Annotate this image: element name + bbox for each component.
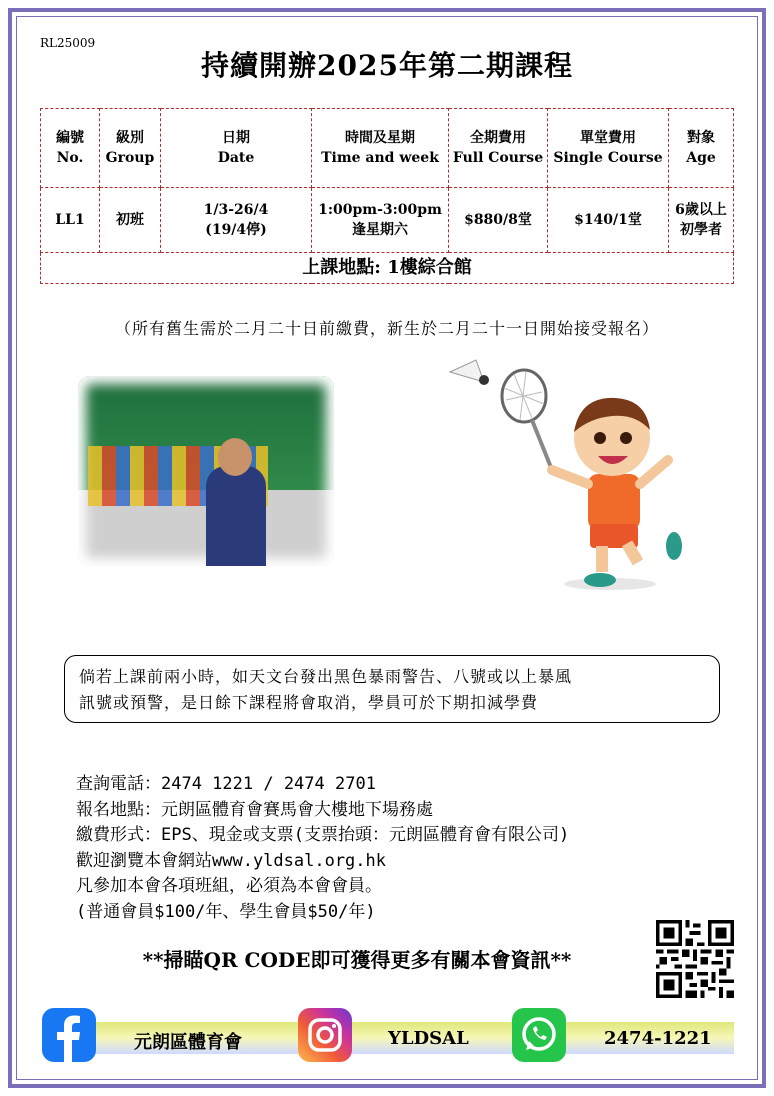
location-cell: 上課地點: 1樓綜合館 — [41, 253, 734, 284]
badminton-photo — [78, 376, 334, 566]
info-membership: 凡參加本會各項班組，必須為本會會員。 — [76, 876, 382, 896]
cell-full-fee: $880/8堂 — [449, 188, 548, 253]
info-payment: 繳費形式：EPS、現金或支票(支票抬頭：元朗區體育會有限公司) — [76, 825, 570, 845]
racket-icon — [502, 370, 552, 470]
weather-alert-box — [64, 655, 720, 723]
registration-notice: （所有舊生需於二月二十日前繳費，新生於二月二十一日開始接受報名） — [114, 319, 659, 338]
cell-age: 6歲以上 初學者 — [669, 188, 734, 253]
whatsapp-label: 2474-1221 — [604, 1028, 712, 1049]
table-location-row — [41, 253, 734, 284]
header-no: 編號 No. — [41, 109, 100, 188]
alert-line-1: 倘若上課前兩小時，如天文台發出黑色暴雨警告、八號或以上暴風 — [79, 667, 573, 686]
shuttlecock-icon — [450, 360, 489, 385]
course-table — [40, 108, 734, 284]
cell-no: LL1 — [41, 188, 100, 253]
cartoon-badminton-boy — [440, 352, 700, 602]
qr-caption: **掃瞄QR CODE即可獲得更多有關本會資訊** — [142, 948, 572, 972]
info-website: 歡迎瀏覽本會網站www.yldsal.org.hk — [76, 850, 386, 871]
header-date: 日期 Date — [161, 109, 312, 188]
header-group: 級別 Group — [100, 109, 161, 188]
player-body — [206, 466, 266, 566]
cell-single-fee: $140/1堂 — [548, 188, 669, 253]
info-membership-fee: (普通會員$100/年、學生會員$50/年) — [76, 901, 376, 922]
qr-code-icon[interactable] — [656, 920, 734, 998]
cell-date: 1/3-26/4 (19/4停) — [161, 188, 312, 253]
instagram-icon[interactable] — [298, 1008, 352, 1062]
page-title: 持續開辦2025年第二期課程 — [201, 49, 573, 82]
header-full-course: 全期費用 Full Course — [449, 109, 548, 188]
cell-time: 1:00pm-3:00pm 逢星期六 — [312, 188, 449, 253]
instagram-label: YLDSAL — [388, 1028, 469, 1049]
player-head — [218, 438, 252, 476]
info-address: 報名地點：元朗區體育會賽馬會大樓地下場務處 — [76, 799, 433, 820]
table-header-row — [41, 109, 734, 188]
cell-group: 初班 — [100, 188, 161, 253]
whatsapp-icon[interactable] — [512, 1008, 566, 1062]
alert-line-2: 訊號或預警，是日餘下課程將會取消，學員可於下期扣減學費 — [79, 693, 539, 712]
facebook-label: 元朗區體育會 — [134, 1032, 242, 1053]
header-single-course: 單堂費用 Single Course — [548, 109, 669, 188]
contact-info — [76, 772, 569, 925]
footer-bar — [70, 1022, 734, 1054]
header-age: 對象 Age — [669, 109, 734, 188]
table-row — [41, 188, 734, 253]
header-time: 時間及星期 Time and week — [312, 109, 449, 188]
info-phone: 查詢電話：2474 1221 / 2474 2701 — [76, 774, 376, 794]
facebook-icon[interactable] — [42, 1008, 96, 1062]
document-code: RL25009 — [40, 36, 96, 50]
